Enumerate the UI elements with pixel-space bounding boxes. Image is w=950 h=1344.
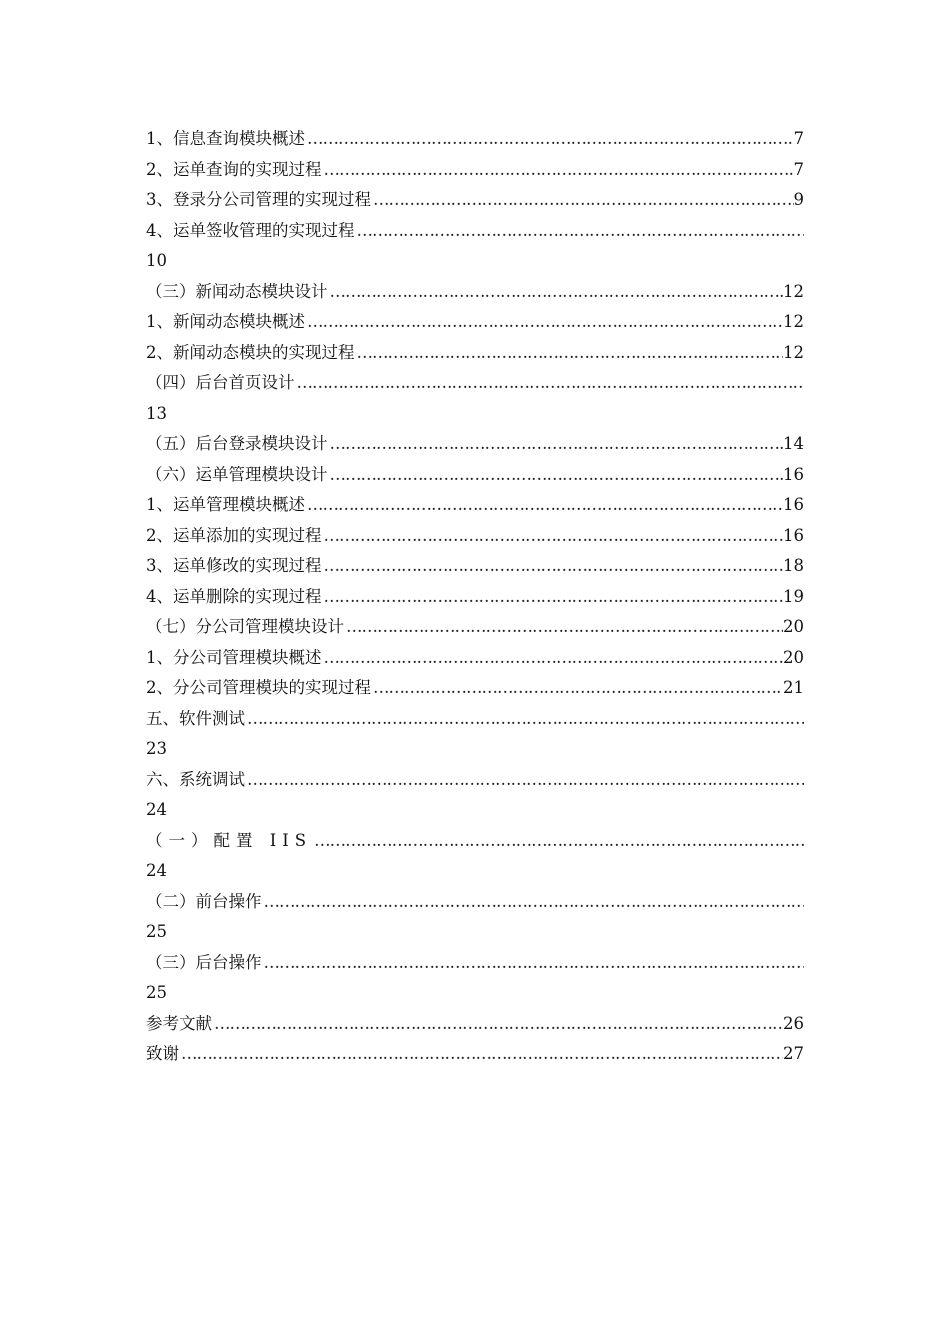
toc-entry[interactable] — [146, 185, 804, 216]
toc-page-number: 7 — [793, 129, 804, 148]
toc-entry[interactable] — [146, 490, 804, 521]
toc-entry-label: （三）后台操作 — [146, 952, 262, 972]
toc-dot-leader — [262, 887, 805, 918]
toc-entry[interactable] — [146, 643, 804, 674]
toc-dot-leader — [371, 673, 783, 704]
toc-dot-leader — [322, 521, 784, 552]
toc-entry[interactable] — [146, 612, 804, 643]
toc-entry-label: 1、分公司管理模块概述 — [146, 647, 322, 667]
toc-dot-leader — [344, 612, 783, 643]
toc-entry-label: 2、分公司管理模块的实现过程 — [146, 678, 371, 697]
toc-entry-label: 1、信息查询模块概述 — [146, 129, 305, 148]
toc-entry-label: （五）后台登录模块设计 — [146, 434, 328, 453]
toc-entry-label: 2、新闻动态模块的实现过程 — [146, 342, 355, 362]
toc-entry-page-wrap — [146, 978, 804, 1009]
toc-entry-label: 4、运单删除的实现过程 — [146, 586, 322, 606]
toc-dot-leader — [295, 368, 805, 399]
toc-entry[interactable] — [146, 826, 804, 857]
toc-dot-leader — [305, 307, 783, 338]
toc-dot-leader — [328, 429, 784, 460]
toc-dot-leader — [355, 338, 784, 369]
toc-entry[interactable] — [146, 704, 804, 735]
toc-entry-page-wrap — [146, 399, 804, 430]
toc-entry-label: 参考文献 — [146, 1013, 212, 1033]
toc-dot-leader — [212, 1009, 783, 1040]
toc-page-number: 26 — [783, 1013, 804, 1033]
toc-entry[interactable] — [146, 1009, 804, 1040]
toc-page-number: 12 — [783, 281, 804, 301]
toc-entry[interactable] — [146, 155, 804, 186]
toc-entry[interactable] — [146, 307, 804, 338]
toc-dot-leader — [371, 185, 794, 216]
toc-entry-label: 3、登录分公司管理的实现过程 — [146, 190, 371, 209]
toc-entry[interactable] — [146, 124, 804, 155]
toc-entry-page-wrap — [146, 734, 804, 765]
toc-page-number: 24 — [146, 861, 167, 880]
toc-entry[interactable] — [146, 216, 804, 247]
toc-entry-page-wrap — [146, 856, 804, 887]
toc-page-number: 25 — [146, 983, 167, 1002]
toc-dot-leader — [322, 643, 784, 674]
toc-page-number: 16 — [783, 525, 804, 545]
toc-dot-leader — [245, 704, 804, 735]
toc-entry-label: （七）分公司管理模块设计 — [146, 617, 344, 636]
toc-entry[interactable] — [146, 277, 804, 308]
toc-page-number: 25 — [146, 922, 167, 941]
toc-page-number: 20 — [783, 617, 804, 636]
toc-entry-page-wrap — [146, 246, 804, 277]
toc-dot-leader — [312, 826, 804, 857]
table-of-contents — [146, 124, 804, 1070]
toc-page-number: 14 — [783, 434, 804, 453]
toc-page-number: 19 — [783, 586, 804, 606]
toc-entry-label: （一）配置 IIS — [146, 830, 313, 850]
toc-dot-leader — [245, 765, 804, 796]
toc-entry-label: 致谢 — [146, 1044, 179, 1063]
toc-entry[interactable] — [146, 368, 804, 399]
toc-entry[interactable] — [146, 429, 804, 460]
toc-entry-label: （四）后台首页设计 — [146, 373, 295, 392]
toc-page-number: 16 — [783, 464, 804, 484]
toc-page-number: 9 — [793, 190, 804, 209]
toc-dot-leader — [322, 551, 784, 582]
toc-entry[interactable] — [146, 460, 804, 491]
toc-entry-label: （六）运单管理模块设计 — [146, 464, 328, 484]
toc-entry-label: 3、运单修改的实现过程 — [146, 556, 322, 575]
toc-page-number: 12 — [783, 312, 804, 331]
toc-page-number: 27 — [783, 1044, 804, 1063]
toc-entry[interactable] — [146, 582, 804, 613]
toc-dot-leader — [262, 948, 805, 979]
toc-entry[interactable] — [146, 521, 804, 552]
toc-entry-label: 1、运单管理模块概述 — [146, 495, 305, 514]
toc-dot-leader — [305, 490, 783, 521]
toc-dot-leader — [328, 277, 784, 308]
toc-entry-label: 五、软件测试 — [146, 708, 245, 728]
toc-entry[interactable] — [146, 338, 804, 369]
toc-page-number: 7 — [793, 159, 804, 179]
toc-page-number: 18 — [783, 556, 804, 575]
toc-page-number: 16 — [783, 495, 804, 514]
toc-dot-leader — [322, 582, 784, 613]
toc-page-number: 23 — [146, 739, 167, 758]
toc-entry[interactable] — [146, 765, 804, 796]
toc-dot-leader — [355, 216, 805, 247]
toc-page-number: 21 — [783, 678, 804, 697]
toc-entry-label: 2、运单查询的实现过程 — [146, 159, 322, 179]
toc-entry-page-wrap — [146, 795, 804, 826]
toc-page-number: 20 — [783, 647, 804, 667]
toc-dot-leader — [305, 124, 794, 155]
toc-entry[interactable] — [146, 551, 804, 582]
toc-dot-leader — [322, 155, 794, 186]
toc-page-number: 24 — [146, 800, 167, 819]
toc-page-number: 13 — [146, 403, 167, 423]
toc-entry-page-wrap — [146, 917, 804, 948]
toc-entry-label: （三）新闻动态模块设计 — [146, 281, 328, 301]
toc-entry[interactable] — [146, 948, 804, 979]
toc-entry-label: 4、运单签收管理的实现过程 — [146, 220, 355, 240]
toc-entry[interactable] — [146, 887, 804, 918]
toc-entry-label: 1、新闻动态模块概述 — [146, 312, 305, 331]
toc-entry[interactable] — [146, 673, 804, 704]
toc-page-number: 12 — [783, 342, 804, 362]
toc-entry-label: （二）前台操作 — [146, 891, 262, 911]
toc-page-number: 10 — [146, 251, 167, 270]
toc-dot-leader — [179, 1039, 783, 1070]
toc-entry[interactable] — [146, 1039, 804, 1070]
toc-entry-label: 六、系统调试 — [146, 769, 245, 789]
toc-dot-leader — [328, 460, 784, 491]
toc-entry-label: 2、运单添加的实现过程 — [146, 525, 322, 545]
